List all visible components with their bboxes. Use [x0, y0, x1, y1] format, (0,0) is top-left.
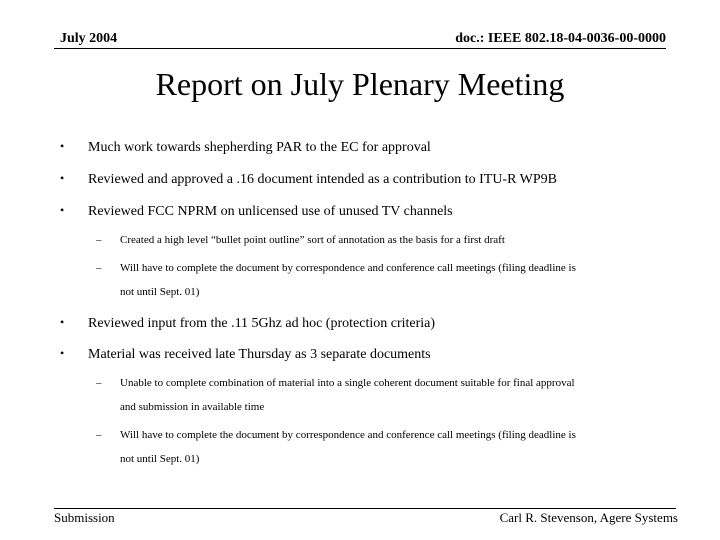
footer-submission: Submission — [54, 510, 115, 525]
sub-bullet-text: Will have to complete the document by correspondence and conference call meetings (filing deadline is — [120, 262, 576, 274]
footer-author: Carl R. Stevenson, Agere Systems — [499, 510, 678, 525]
sub-bullet-text: Created a high level “bullet point outline” sort of annotation as the basis for a first draft — [120, 234, 505, 246]
bullet-marker: • — [60, 139, 65, 153]
bullet-text: Reviewed and approved a .16 document intended as a contribution to ITU-R WP9B — [88, 172, 558, 187]
dash-marker: – — [96, 262, 102, 274]
header-date: July 2004 — [60, 31, 118, 46]
bullet-text: Reviewed input from the .11 5Ghz ad hoc (protection criteria) — [88, 316, 436, 331]
bullet-marker: • — [60, 315, 65, 329]
sub-bullet-text: Will have to complete the document by correspondence and conference call meetings (filing deadline is — [120, 429, 576, 441]
bullet-text: Much work towards shepherding PAR to the EC for approval — [88, 140, 431, 155]
dash-marker: – — [96, 234, 102, 246]
bullet-marker: • — [60, 203, 65, 217]
bullet-marker: • — [60, 346, 65, 360]
sub-bullet-text-continued: not until Sept. 01) — [120, 286, 200, 298]
bullet-text: Material was received late Thursday as 3 separate documents — [88, 347, 431, 362]
dash-marker: – — [96, 429, 102, 441]
bullet-text: Reviewed FCC NPRM on unlicensed use of unused TV channels — [88, 204, 453, 219]
footer-divider — [54, 508, 676, 509]
sub-bullet-text-continued: not until Sept. 01) — [120, 453, 200, 465]
bullet-marker: • — [60, 171, 65, 185]
header-doc-id: doc.: IEEE 802.18-04-0036-00-0000 — [455, 31, 666, 46]
header-divider — [54, 48, 666, 49]
sub-bullet-text: Unable to complete combination of material into a single coherent document suitable for final approval — [120, 377, 575, 389]
sub-bullet-text-continued: and submission in available time — [120, 401, 265, 413]
dash-marker: – — [96, 377, 102, 389]
slide-title: Report on July Plenary Meeting — [155, 66, 565, 102]
